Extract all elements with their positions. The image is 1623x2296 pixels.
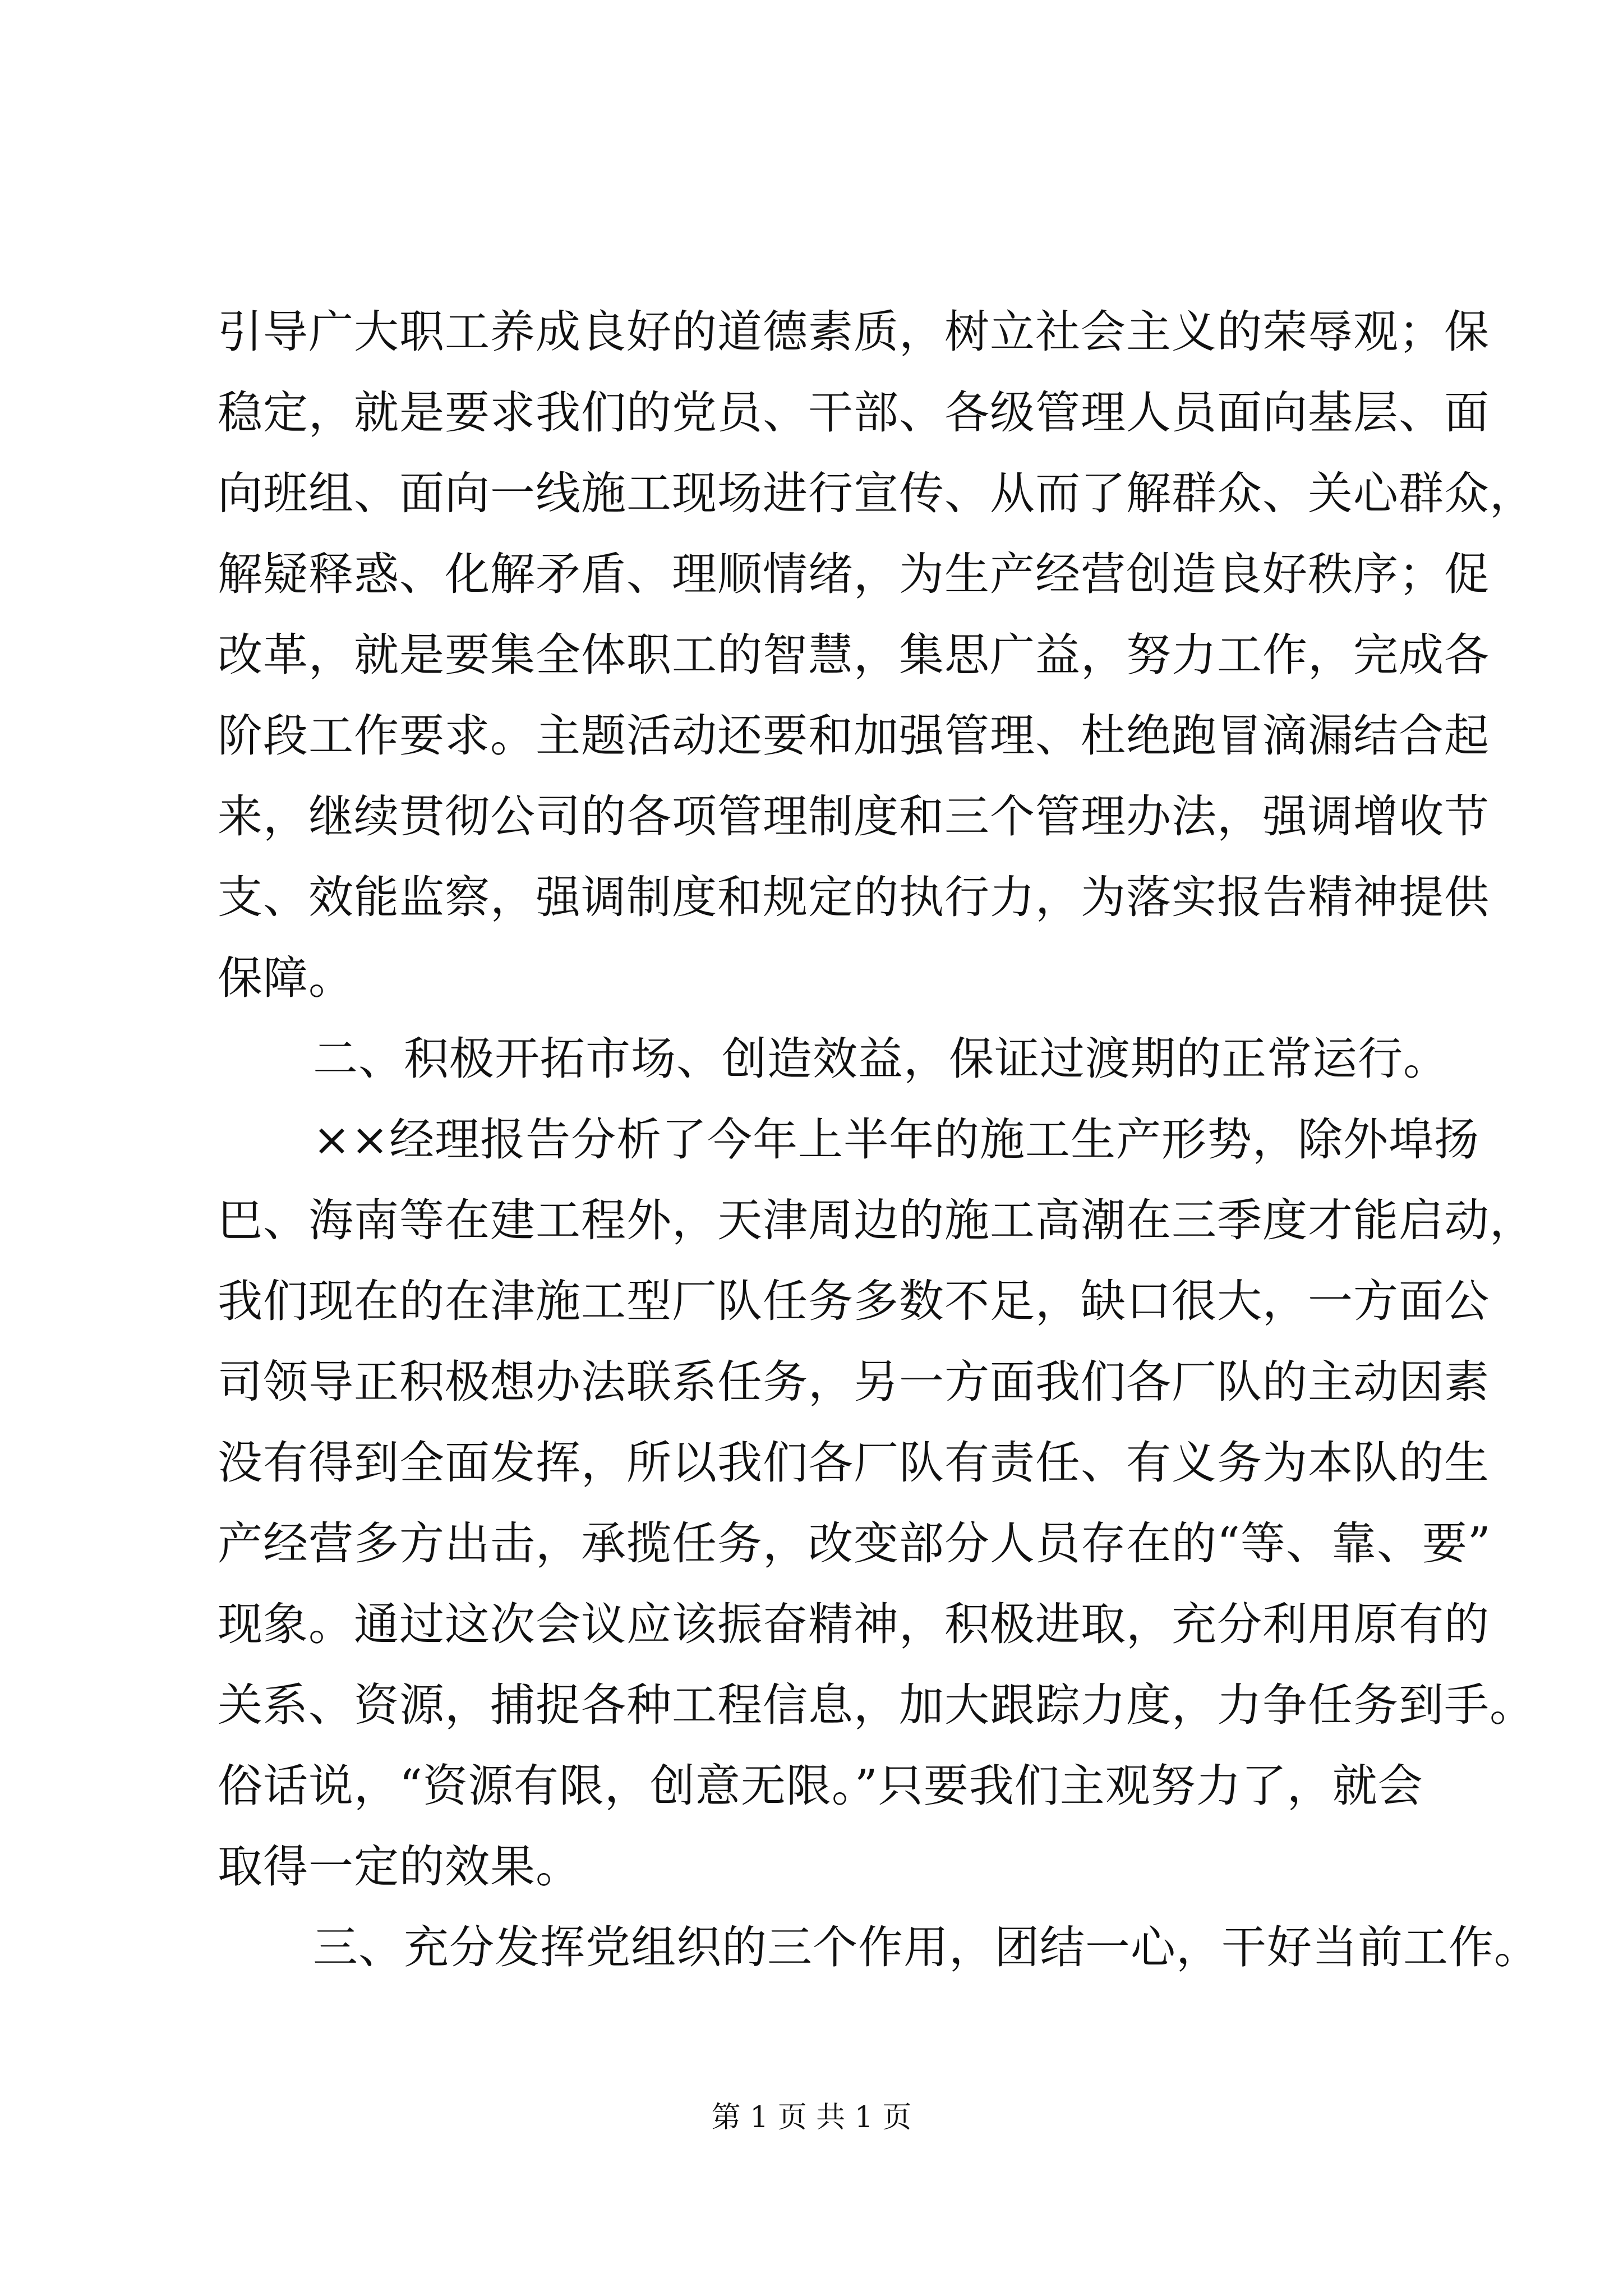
body-line: 来，继续贯彻公司的各项管理制度和三个管理办法，强调增收节 xyxy=(218,790,1490,843)
page-footer: 第 1 页 共 1 页 xyxy=(711,2101,912,2134)
body-line: 稳定，就是要求我们的党员、干部、各级管理人员面向基层、面 xyxy=(218,386,1490,439)
body-line: 俗话说，“资源有限，创意无限。”只要我们主观努力了，就会 xyxy=(218,1760,1423,1812)
body-line: 阶段工作要求。主题活动还要和加强管理、杜绝跑冒滴漏结合起 xyxy=(218,710,1490,762)
document-body xyxy=(218,292,1539,1988)
body-line: 改革，就是要集全体职工的智慧，集思广益，努力工作，完成各 xyxy=(218,629,1490,681)
body-line: 保障。 xyxy=(218,952,354,1004)
body-line: 支、效能监察，强调制度和规定的执行力，为落实报告精神提供 xyxy=(218,871,1490,923)
body-line: 现象。通过这次会议应该振奋精神，积极进取，充分利用原有的 xyxy=(218,1598,1490,1650)
body-line: ××经理报告分析了今年上半年的施工生产形势，除外埠扬 xyxy=(313,1114,1480,1166)
body-line: 没有得到全面发挥，所以我们各厂队有责任、有义务为本队的生 xyxy=(218,1437,1490,1489)
body-line: 巴、海南等在建工程外，天津周边的施工高潮在三季度才能启动， xyxy=(218,1194,1535,1246)
body-line: 司领导正积极想办法联系任务，另一方面我们各厂队的主动因素 xyxy=(218,1356,1490,1408)
section-heading: 三、充分发挥党组织的三个作用，团结一心，干好当前工作。 xyxy=(313,1921,1539,1973)
body-line: 向班组、面向一线施工现场进行宣传、从而了解群众、关心群众， xyxy=(218,467,1535,519)
body-line: 我们现在的在津施工型厂队任务多数不足，缺口很大，一方面公 xyxy=(218,1275,1490,1327)
body-line: 取得一定的效果。 xyxy=(218,1841,581,1893)
section-heading: 二、积极开拓市场、创造效益，保证过渡期的正常运行。 xyxy=(313,1033,1449,1085)
body-line: 关系、资源，捕捉各种工程信息，加大跟踪力度，力争任务到手。 xyxy=(218,1679,1535,1731)
body-line: 解疑释惑、化解矛盾、理顺情绪，为生产经营创造良好秩序；促 xyxy=(218,548,1490,600)
body-line: 引导广大职工养成良好的道德素质，树立社会主义的荣辱观；保 xyxy=(218,306,1490,358)
body-line: 产经营多方出击，承揽任务，改变部分人员存在的“等、靠、要” xyxy=(218,1517,1491,1570)
